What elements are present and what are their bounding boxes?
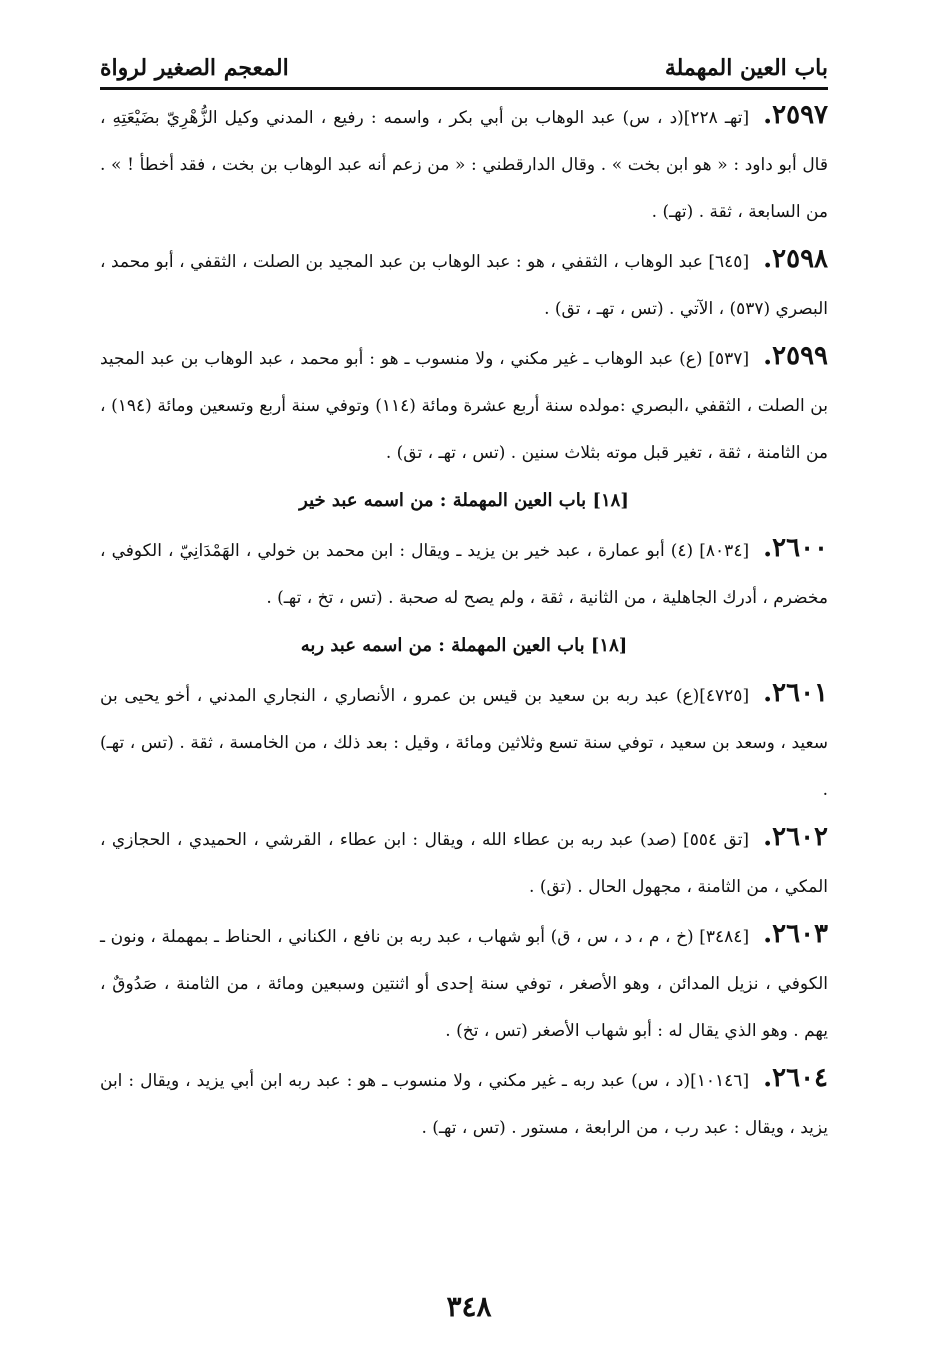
page-number: ٣٤٨ xyxy=(446,1290,492,1323)
header-right-title: باب العين المهملة xyxy=(664,55,828,81)
entry-text: [٦٤٥] عبد الوهاب ، الثقفي ، هو : عبد الوهاب بن عبد المجيد بن الصلت ، الثقفي ، أبو محمد ، البصري (٥٣٧) ، الآتي . (تس ، تهـ ، تق) . xyxy=(100,252,828,319)
section-heading: [١٨] باب العين المهملة : من اسمه عبد ربه xyxy=(300,635,628,656)
entry-text: [٤٧٢٥](ع) عبد ربه بن سعيد بن قيس بن عمرو ، الأنصاري ، النجاري المدني ، أخو يحيى بن سعيد ، وسعد بن سعيد ، توفي سنة تسع وثلاثين ومائة ، وقيل : بعد ذلك ، من الخامسة ، ثقة . (تس ، تهـ) . xyxy=(100,686,828,800)
entry-text: [٣٤٨٤] (خ ، م ، د ، س ، ق) أبو شهاب ، عبد ربه بن نافع ، الكناني ، الحناط ـ بمهملة ، ونون ـ الكوفي ، نزيل المدائن ، وهو الأصغر ، توفي سنة إحدى أو اثنتين وسبعين ومائة ، من الثامنة ، صَدُوقٌ ، يهم . وهو الذي يقال له : أبو شهاب الأصغر (تس ، تخ) . xyxy=(100,927,828,1041)
entry xyxy=(100,333,828,477)
entry xyxy=(100,525,828,622)
entry-number: ٢٦٠٤. xyxy=(763,1063,828,1093)
entry xyxy=(100,814,828,911)
entry-text: [١٠١٤٦](د ، س) عبد ربه ـ غير مكني ، ولا منسوب ـ هو : عبد ربه ابن أبي يزيد ، ويقال : ابن يزيد ، ويقال : عبد رب ، من الرابعة ، مستور . (تس ، تهـ) . xyxy=(100,1071,828,1138)
entry xyxy=(100,236,828,333)
entry xyxy=(100,670,828,814)
entry-text: [٨٠٣٤] (٤) أبو عمارة ، عبد خير بن يزيد ـ ويقال : ابن محمد بن خولي ، الهَمْدَانِيّ ، الكوفي ، مخضرم ، أدرك الجاهلية ، من الثانية ، ثقة ، ولم يصح له صحبة . (تس ، تخ ، تهـ) . xyxy=(100,541,828,608)
entry-number: ٢٦٠١. xyxy=(763,678,828,708)
entry-number: ٢٥٩٨. xyxy=(763,244,828,274)
entry xyxy=(100,92,828,236)
entry-text: [تهـ ٢٢٨](د ، س) عبد الوهاب بن أبي بكر ، واسمه : رفيع ، المدني وكيل الزُّهْرِيّ بضَيْعَتِهِ ، قال أبو داود : « هو ابن بخت » . وقال الدارقطني : « من زعم أنه عبد الوهاب بن بخت ، فقد أخطأ ! » . من السابعة ، ثقة . (تهـ) . xyxy=(100,108,828,222)
entry-number: ٢٦٠٠. xyxy=(763,533,829,563)
header-left-title: المعجم الصغير لرواة xyxy=(100,55,289,81)
entry-number: ٢٦٠٣. xyxy=(763,919,828,949)
section-heading: [١٨] باب العين المهملة : من اسمه عبد خير xyxy=(299,490,629,511)
entry-text: [تق ٥٥٤] (صد) عبد ربه بن عطاء الله ، ويقال : ابن عطاء ، القرشي ، الحميدي ، الحجازي ، المكي ، من الثامنة ، مجهول الحال . (تق) . xyxy=(100,830,828,897)
entry xyxy=(100,911,828,1055)
entry-text: [٥٣٧] (ع) عبد الوهاب ـ غير مكني ، ولا منسوب ـ هو : أبو محمد ، عبد الوهاب بن عبد المجيد بن الصلت ، الثقفي ،البصري :مولده سنة أربع عشرة ومائة (١١٤) وتوفي سنة أربع وتسعين ومائة (١٩٤) ، من الثامنة ، ثقة ، تغير قبل موته بثلاث سنين . (تس ، تهـ ، تق) . xyxy=(100,349,828,463)
entry-number: ٢٦٠٢. xyxy=(763,822,828,852)
entry-number: ٢٥٩٧. xyxy=(763,100,829,130)
entry xyxy=(100,1055,828,1152)
page-content xyxy=(100,92,828,1152)
entry-number: ٢٥٩٩. xyxy=(763,341,828,371)
running-header xyxy=(100,34,828,90)
